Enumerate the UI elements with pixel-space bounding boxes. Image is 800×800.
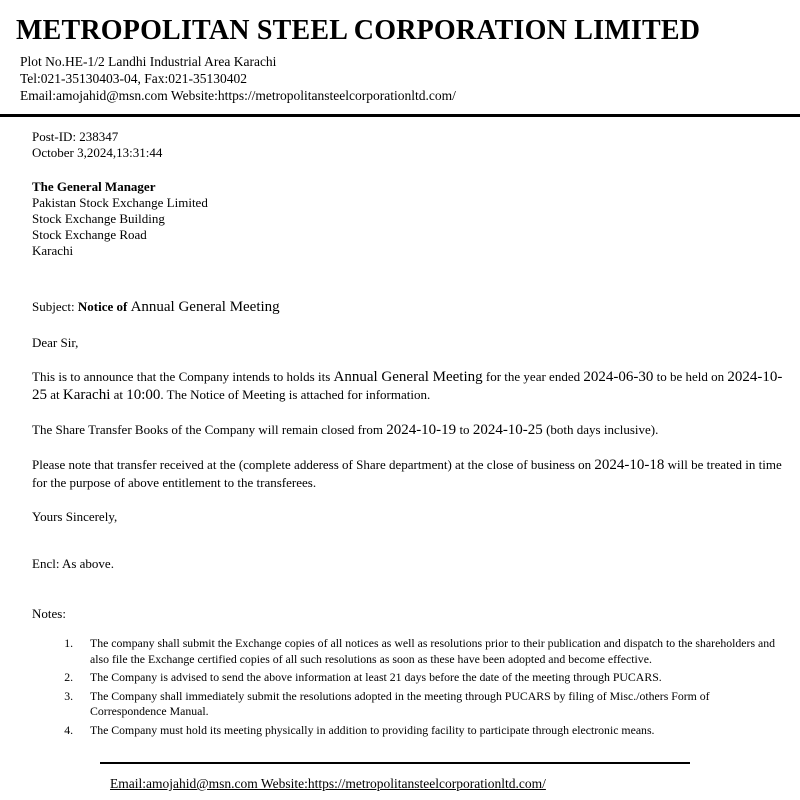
note-item-4: 4. The Company must hold its meeting physically in addition to providing facility to participate through electronic means. <box>76 723 788 739</box>
book-closure-paragraph <box>32 421 788 439</box>
p1-text: at <box>50 387 60 402</box>
company-phone-fax: Tel:021-35130403-04, Fax:021-35130402 <box>20 71 248 86</box>
subject-notice-of: Notice of <box>77 299 128 314</box>
footer-divider <box>100 762 690 764</box>
meeting-date: 2024-10-25 <box>32 369 783 403</box>
closing-salutation: Yours Sincerely, <box>32 509 118 524</box>
subject-meeting-type: Annual General Meeting <box>130 299 280 315</box>
note-item-1: 1. The company shall submit the Exchange copies of all notices as well as resolutions prior to their publication and dispatch to the shareholders and also file the Exchange certified copies of all such resolutions as soon as these have been adopted and become effective. <box>76 636 788 667</box>
closure-start-date: 2024-10-19 <box>386 422 457 438</box>
letterhead <box>0 0 800 104</box>
closure-end-date: 2024-10-25 <box>472 422 543 438</box>
post-id: Post-ID: 238347 <box>32 129 119 144</box>
p3-text: will be treated in time for the purpose of above entitlement to the transferees. <box>32 457 782 490</box>
letter-footer <box>0 762 800 792</box>
notes-list <box>32 636 788 738</box>
meeting-time: 10:00 <box>126 387 161 403</box>
letter-body <box>0 117 800 738</box>
p2-text: to <box>459 422 470 437</box>
meeting-type-value: Annual General Meeting <box>333 369 483 385</box>
company-email-website: Email:amojahid@msn.com Website:https://metropolitansteelcorporationltd.com/ <box>20 88 456 103</box>
recipient-block <box>32 179 788 259</box>
year-ended-date: 2024-06-30 <box>583 369 654 385</box>
recipient-title: The General Manager <box>32 179 156 194</box>
salutation: Dear Sir, <box>32 335 79 350</box>
recipient-line-2: Stock Exchange Building <box>32 211 165 226</box>
transfer-paragraph <box>32 456 788 492</box>
recipient-line-3: Stock Exchange Road <box>32 227 147 242</box>
note-item-2: 2. The Company is advised to send the above information at least 21 days before the date of the meeting through PUCARS. <box>76 670 788 686</box>
p2-text: The Share Transfer Books of the Company will remain closed from <box>32 422 383 437</box>
enclosure-note: Encl: As above. <box>32 556 114 571</box>
company-address: Plot No.HE-1/2 Landhi Industrial Area Karachi <box>20 54 277 69</box>
p1-text: to be held on <box>656 369 725 384</box>
note-item-3: 3. The Company shall immediately submit the resolutions adopted in the meeting through PUCARS by filing of Misc./others Form of Correspondence Manual. <box>76 689 788 720</box>
letter-timestamp: October 3,2024,13:31:44 <box>32 145 163 160</box>
p3-text: Please note that transfer received at the (complete adderess of Share department) at the close of business on <box>32 457 592 472</box>
transfer-cutoff-date: 2024-10-18 <box>594 457 665 473</box>
meeting-city: Karachi <box>62 387 111 403</box>
p1-text: at <box>113 387 123 402</box>
footer-contact-link[interactable]: Email:amojahid@msn.com Website:https://metropolitansteelcorporationltd.com/ <box>110 776 546 791</box>
p2-text: (both days inclusive). <box>546 422 659 437</box>
announcement-paragraph <box>32 368 788 404</box>
subject-label: Subject: <box>32 299 75 314</box>
company-name: METROPOLITAN STEEL CORPORATION LIMITED <box>16 15 701 46</box>
notes-heading: Notes: <box>32 606 66 621</box>
p1-text: . The Notice of Meeting is attached for information. <box>160 387 431 402</box>
recipient-line-1: Pakistan Stock Exchange Limited <box>32 195 208 210</box>
subject-line <box>32 299 788 315</box>
p1-text: This is to announce that the Company intends to holds its <box>32 369 331 384</box>
recipient-line-4: Karachi <box>32 243 74 258</box>
p1-text: for the year ended <box>485 369 581 384</box>
